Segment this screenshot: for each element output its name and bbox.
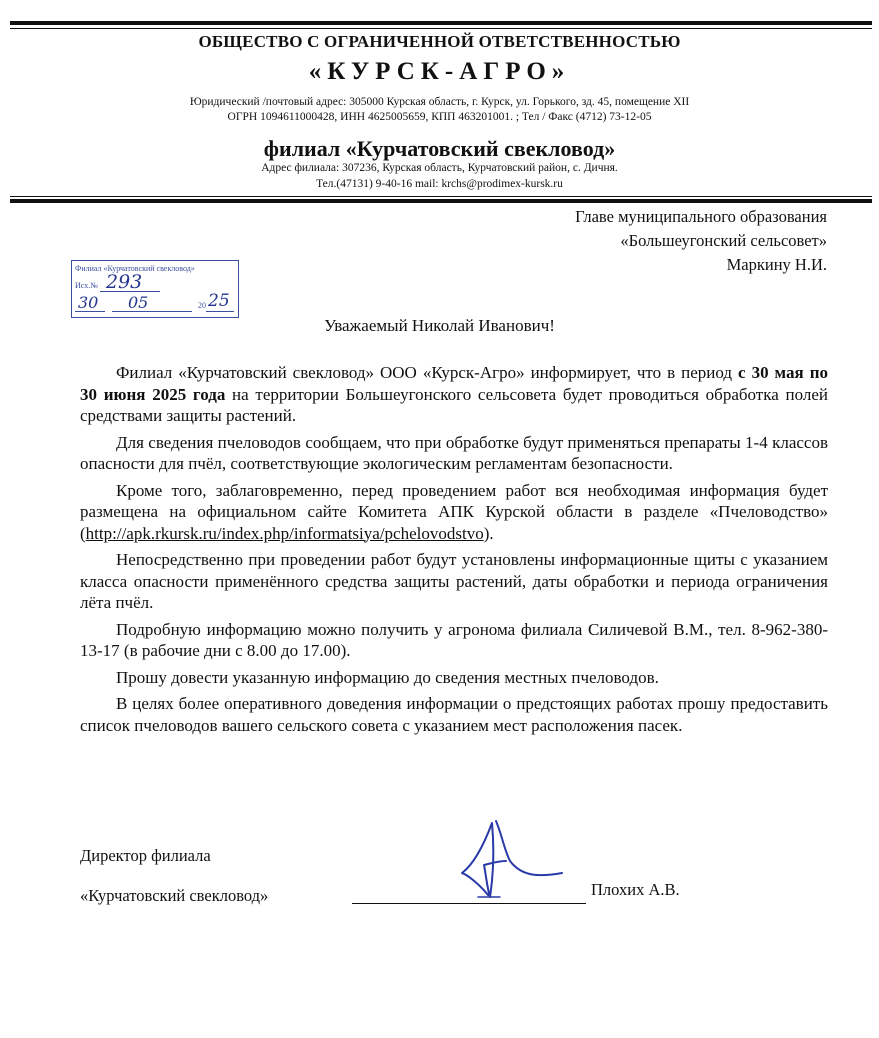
beekeeping-link[interactable]: http://apk.rkursk.ru/index.php/informatsiya/pchelovodstvo <box>85 523 484 543</box>
paragraph-2: Для сведения пчеловодов сообщаем, что при обработке будут применяться препараты 1-4 классов опасности для пчёл, соответствующие экологическим регламентам безопасности. <box>80 432 828 473</box>
greeting: Уважаемый Николай Иванович! <box>324 316 555 335</box>
branch-address: Адрес филиала: 307236, Курская область, Курчатовский район, с. Дичня. <box>261 162 618 174</box>
handwritten-signature <box>440 815 590 910</box>
paragraph-3-text-a: Кроме того, заблаговременно, перед проведением работ вся необходимая информация будет размещена на официальном сайте Комитета АПК Курской области в разделе «Пчеловодство» ( <box>80 480 828 543</box>
header-bottom-rule-thick <box>10 199 872 203</box>
stamp-year-line <box>206 311 234 312</box>
paragraph-1-text-b: на территории Большеугонского сельсовета будет проводиться обработка полей средствами защиты растений. <box>80 384 828 425</box>
stamp-number-label: Исх.№ <box>75 281 98 290</box>
registration-details: ОГРН 1094611000428, ИНН 4625005659, КПП 463201001. ; Тел / Факс (4712) 73-12-05 <box>227 111 652 123</box>
paragraph-7: В целях более оперативного доведения информации о предстоящих работах прошу предоставить список пчеловодов вашего сельского совета с указанием мест расположения пасек. <box>80 694 828 735</box>
paragraph-1-period: с 30 мая по 30 июня 2025 года <box>80 363 828 404</box>
branch-title: филиал «Курчатовский свекловод» <box>263 136 616 161</box>
stamp-month-line <box>112 311 192 312</box>
stamp-month: 05 <box>128 293 149 312</box>
paragraph-3-text-b: ). <box>483 523 494 543</box>
signatory-name: Плохих А.В. <box>591 880 680 899</box>
paragraph-1-text-a: Филиал «Курчатовский свекловод» ООО «Курск-Агро» информирует, что в период <box>116 363 739 382</box>
paragraph-3 <box>80 480 828 545</box>
header-top-rule-thick <box>10 21 872 25</box>
stamp-year-suffix: 25 <box>208 291 230 311</box>
header-top-rule-thin <box>10 28 872 29</box>
stamp-year-prefix: 20 <box>198 301 206 310</box>
paragraph-4: Непосредственно при проведении работ будут установлены информационные щиты с указанием класса опасности применённого средства защиты растений, даты обработки и периода ограничения лёта пчёл. <box>80 550 828 612</box>
stamp-title: Филиал «Курчатовский свекловод» <box>75 264 195 273</box>
outgoing-stamp <box>71 260 239 318</box>
paragraph-1 <box>80 362 828 427</box>
company-name: «КУРСК-АГРО» <box>308 58 571 85</box>
recipient-line-1: Главе муниципального образования <box>575 207 827 226</box>
letter-body <box>80 362 828 736</box>
signatory-title-line-1: Директор филиала <box>80 846 211 865</box>
header-bottom-rule-thin <box>10 196 872 197</box>
stamp-number-value: 293 <box>106 271 143 293</box>
paragraph-5: Подробную информацию можно получить у агронома филиала Силичевой В.М., тел. 8-962-380-13-17 (в рабочие дни с 8.00 до 17.00). <box>80 619 828 660</box>
stamp-day: 30 <box>78 293 99 312</box>
signatory-title-line-2: «Курчатовский свекловод» <box>80 886 269 905</box>
recipient-block <box>575 205 827 277</box>
legal-address: Юридический /почтовый адрес: 305000 Курская область, г. Курск, ул. Горького, зд. 45, помещение XII <box>189 96 690 108</box>
recipient-line-3: Маркину Н.И. <box>726 255 827 274</box>
stamp-day-line <box>75 311 105 312</box>
recipient-line-2: «Большеугонский сельсовет» <box>620 231 827 250</box>
company-legal-form: ОБЩЕСТВО С ОГРАНИЧЕННОЙ ОТВЕТСТВЕННОСТЬЮ <box>198 32 681 51</box>
paragraph-6: Прошу довести указанную информацию до сведения местных пчеловодов. <box>116 667 659 687</box>
branch-contacts: Тел.(47131) 9-40-16 mail: krchs@prodimex-kursk.ru <box>316 178 563 190</box>
